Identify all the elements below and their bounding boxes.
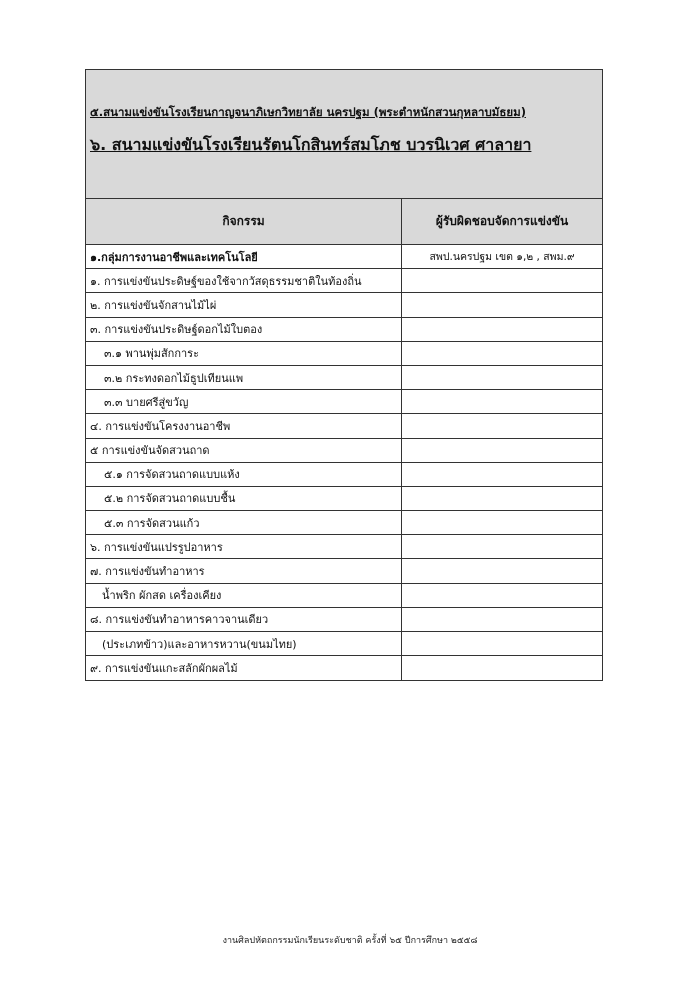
responsible-cell <box>402 487 602 510</box>
activity-cell: ๓.๓ บายศรีสู่ขวัญ <box>86 390 402 413</box>
table-row <box>86 608 602 632</box>
table-row <box>86 439 602 463</box>
activity-cell: ๕.๑ การจัดสวนถาดแบบแห้ง <box>86 463 402 486</box>
venue-header <box>86 70 602 199</box>
table-header-row <box>86 199 602 245</box>
activity-cell: ๓. การแข่งขันประดิษฐ์ดอกไม้ใบตอง <box>86 318 402 341</box>
responsible-cell <box>402 269 602 292</box>
responsible-cell <box>402 535 602 558</box>
responsible-column-header: ผู้รับผิดชอบจัดการแข่งขัน <box>435 214 569 228</box>
responsible-cell <box>402 342 602 365</box>
table-row <box>86 390 602 414</box>
activity-cell: ๔. การแข่งขันโครงงานอาชีพ <box>86 414 402 437</box>
responsible-cell <box>402 632 602 655</box>
activity-column-header: กิจกรรม <box>86 199 402 244</box>
activity-cell: ๓.๑ พานพุ่มสักการะ <box>86 342 402 365</box>
table-row <box>86 463 602 487</box>
responsible-cell <box>402 414 602 437</box>
table-row <box>86 414 602 438</box>
table-row <box>86 293 602 317</box>
previous-venue-line: ๕.สนามแข่งขันโรงเรียนกาญจนาภิเษกวิทยาลัย นครปฐม (พระตำหนักสวนกุหลาบมัธยม) <box>90 105 526 119</box>
responsible-cell <box>402 366 602 389</box>
table-row <box>86 269 602 293</box>
activity-cell: ๘. การแข่งขันทำอาหารคาวจานเดียว <box>86 608 402 631</box>
activity-cell: (ประเภทข้าว)และอาหารหวาน(ขนมไทย) <box>86 632 402 655</box>
activity-cell: ๖. การแข่งขันแปรรูปอาหาร <box>86 535 402 558</box>
responsible-cell <box>402 390 602 413</box>
activity-cell: ๕.๒ การจัดสวนถาดแบบชื้น <box>86 487 402 510</box>
schedule-table <box>85 69 603 681</box>
table-row <box>86 656 602 680</box>
responsible-cell <box>402 559 602 582</box>
table-row <box>86 632 602 656</box>
responsible-cell <box>402 439 602 462</box>
responsible-cell <box>402 608 602 631</box>
responsible-cell <box>402 318 602 341</box>
activity-cell: ๙. การแข่งขันแกะสลักผักผลไม้ <box>86 656 402 680</box>
table-row <box>86 535 602 559</box>
table-row <box>86 245 602 269</box>
activity-cell: ๗. การแข่งขันทำอาหาร <box>86 559 402 582</box>
responsible-cell <box>402 511 602 534</box>
page-footer: งานศิลปหัตถกรรมนักเรียนระดับชาติ ครั้งที่ ๖๕ ปีการศึกษา ๒๕๕๘ <box>222 936 478 946</box>
activity-cell: น้ำพริก ผักสด เครื่องเคียง <box>86 584 402 607</box>
responsible-cell <box>402 584 602 607</box>
responsible-cell: สพป.นครปฐม เขต ๑,๒ , สพม.๙ <box>429 251 575 264</box>
table-row <box>86 366 602 390</box>
table-row <box>86 487 602 511</box>
activity-cell: ๕.๓ การจัดสวนแก้ว <box>86 511 402 534</box>
activity-cell: ๓.๒ กระทงดอกไม้ธูปเทียนแพ <box>86 366 402 389</box>
table-row <box>86 584 602 608</box>
activity-cell: ๑. การแข่งขันประดิษฐ์ของใช้จากวัสดุธรรมชาติในท้องถิ่น <box>86 269 402 292</box>
activity-cell: ๒. การแข่งขันจักสานไม้ไผ่ <box>86 293 402 316</box>
activity-cell: ๑.กลุ่มการงานอาชีพและเทคโนโลยี <box>86 245 402 268</box>
current-venue-title: ๖. สนามแข่งขันโรงเรียนรัตนโกสินทร์สมโภช บวรนิเวศ ศาลายา <box>90 135 532 154</box>
responsible-cell <box>402 656 602 680</box>
activity-cell: ๕ การแข่งขันจัดสวนถาด <box>86 439 402 462</box>
table-row <box>86 342 602 366</box>
responsible-cell <box>402 293 602 316</box>
responsible-cell <box>402 463 602 486</box>
table-row <box>86 318 602 342</box>
table-row <box>86 559 602 583</box>
table-row <box>86 511 602 535</box>
